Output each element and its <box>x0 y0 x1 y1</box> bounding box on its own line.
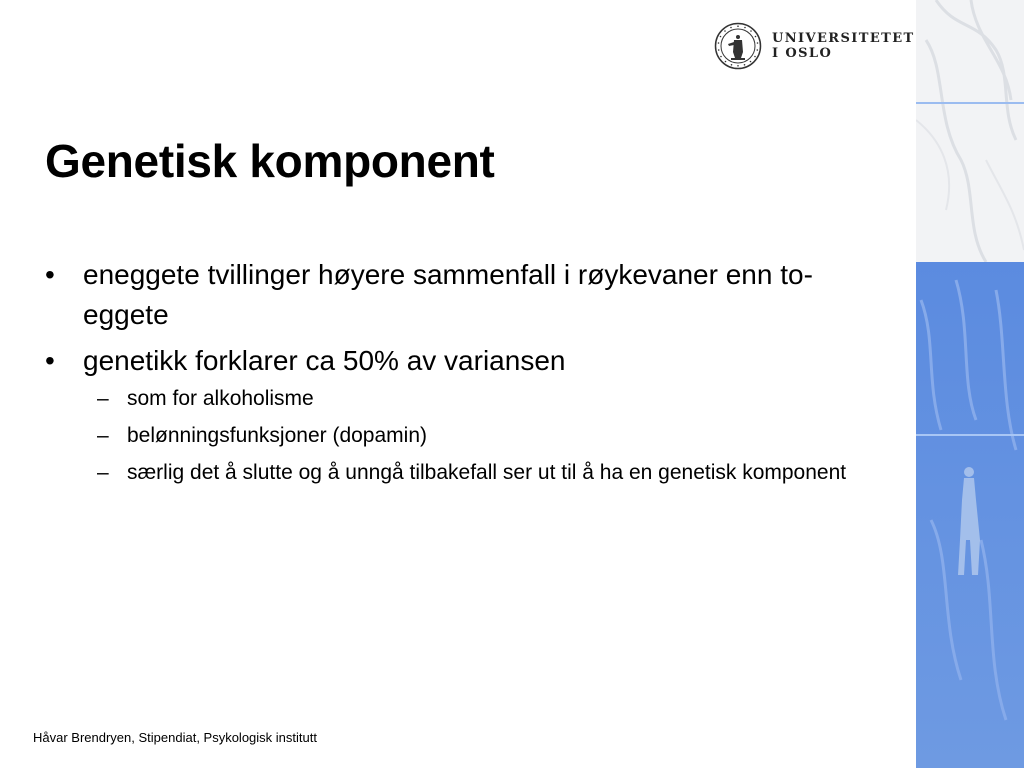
sub-bullet-item <box>83 420 885 451</box>
dash-icon: – <box>97 387 109 410</box>
bullet-icon: • <box>45 345 55 376</box>
dash-icon: – <box>97 461 109 484</box>
slide-content <box>45 255 885 494</box>
university-logo <box>714 22 915 70</box>
sub-bullet-item <box>83 457 885 488</box>
slide-title: Genetisk komponent <box>45 135 495 187</box>
logo-line-2: I OSLO <box>772 46 833 61</box>
sub-bullet-text: særlig det å slutte og å unngå tilbakefall ser ut til å ha en genetisk komponent <box>127 461 847 484</box>
bullet-item <box>45 341 885 488</box>
bullet-text: eneggete tvillinger høyere sammenfall i røykevaner enn to-eggete <box>83 259 813 330</box>
bullet-icon: • <box>45 259 55 290</box>
bullet-list <box>45 255 885 488</box>
decorative-sculpture-graphic <box>916 0 1024 768</box>
slide-footer: Håvar Brendryen, Stipendiat, Psykologisk institutt <box>33 730 317 745</box>
logo-line-1: UNIVERSITETET <box>772 31 915 46</box>
bullet-item <box>45 255 885 335</box>
bullet-text: genetikk forklarer ca 50% av variansen <box>83 345 566 376</box>
sub-bullet-text: belønningsfunksjoner (dopamin) <box>127 424 427 447</box>
sub-bullet-list <box>83 383 885 488</box>
sub-bullet-text: som for alkoholisme <box>127 387 314 410</box>
university-seal-icon <box>714 22 762 70</box>
dash-icon: – <box>97 424 109 447</box>
decorative-side-panel <box>916 0 1024 768</box>
sub-bullet-item <box>83 383 885 414</box>
logo-wordmark <box>772 31 915 61</box>
